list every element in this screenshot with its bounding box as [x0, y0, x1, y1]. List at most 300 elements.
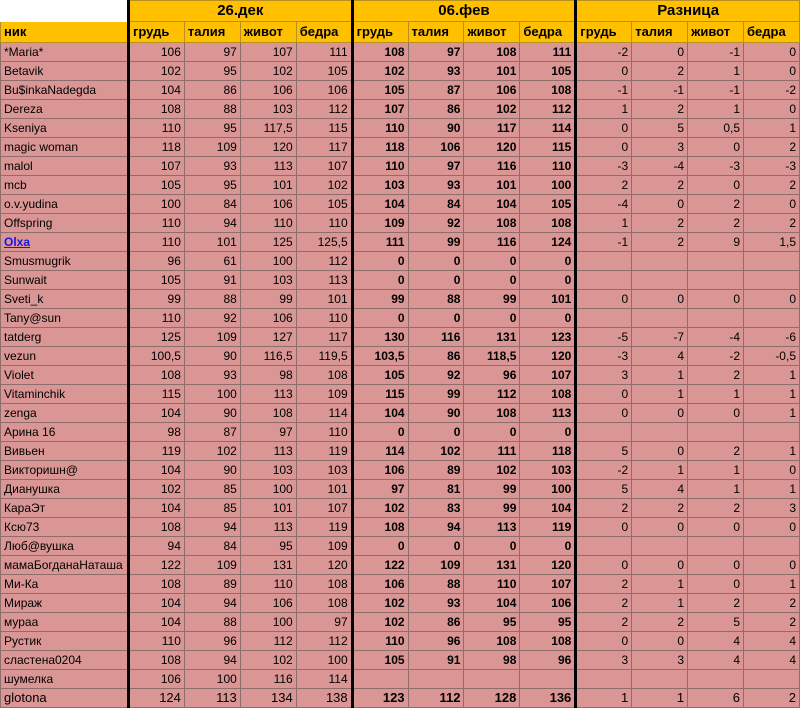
feb-value-cell[interactable]: 0 [520, 309, 576, 328]
diff-value-cell[interactable]: 2 [744, 214, 800, 233]
nick-cell[interactable]: zenga [1, 404, 129, 423]
diff-value-cell[interactable] [632, 537, 688, 556]
feb-value-cell[interactable]: 112 [520, 100, 576, 119]
diff-value-cell[interactable]: 2 [744, 138, 800, 157]
feb-value-cell[interactable]: 105 [520, 195, 576, 214]
nick-cell[interactable]: мураа [1, 613, 129, 632]
nick-cell[interactable]: o.v.yudina [1, 195, 129, 214]
nick-cell[interactable]: Арина 16 [1, 423, 129, 442]
diff-value-cell[interactable]: 0 [688, 176, 744, 195]
diff-value-cell[interactable]: 1 [688, 480, 744, 499]
dec-value-cell[interactable]: 102 [128, 480, 184, 499]
dec-value-cell[interactable]: 106 [296, 81, 352, 100]
feb-value-cell[interactable]: 106 [408, 138, 464, 157]
diff-value-cell[interactable]: 2 [688, 195, 744, 214]
feb-value-cell[interactable]: 107 [520, 575, 576, 594]
nick-cell[interactable]: Smusmugrik [1, 252, 129, 271]
feb-value-cell[interactable]: 109 [408, 556, 464, 575]
diff-value-cell[interactable]: 1 [744, 404, 800, 423]
diff-value-cell[interactable]: 2 [688, 594, 744, 613]
diff-value-cell[interactable]: -1 [688, 81, 744, 100]
diff-value-cell[interactable]: 0 [744, 290, 800, 309]
dec-value-cell[interactable]: 106 [128, 670, 184, 689]
feb-value-cell[interactable]: 99 [464, 480, 520, 499]
dec-value-cell[interactable]: 115 [296, 119, 352, 138]
diff-value-cell[interactable]: 1 [744, 366, 800, 385]
feb-value-cell[interactable] [520, 670, 576, 689]
dec-value-cell[interactable]: 94 [128, 537, 184, 556]
diff-value-cell[interactable]: 0 [576, 632, 632, 651]
nick-cell[interactable]: Kseniya [1, 119, 129, 138]
diff-value-cell[interactable]: 0 [744, 195, 800, 214]
dec-value-cell[interactable]: 106 [240, 594, 296, 613]
feb-value-cell[interactable]: 114 [520, 119, 576, 138]
diff-value-cell[interactable] [688, 670, 744, 689]
feb-value-cell[interactable]: 117 [464, 119, 520, 138]
dec-value-cell[interactable]: 108 [128, 651, 184, 670]
diff-value-cell[interactable]: 1 [744, 385, 800, 404]
dec-value-cell[interactable]: 109 [184, 138, 240, 157]
diff-value-cell[interactable] [688, 271, 744, 290]
feb-value-cell[interactable]: 108 [520, 632, 576, 651]
diff-value-cell[interactable] [632, 271, 688, 290]
feb-value-cell[interactable]: 0 [352, 423, 408, 442]
feb-value-cell[interactable]: 105 [352, 651, 408, 670]
dec-value-cell[interactable]: 92 [184, 309, 240, 328]
diff-value-cell[interactable] [744, 670, 800, 689]
feb-value-cell[interactable]: 99 [352, 290, 408, 309]
feb-value-cell[interactable]: 97 [408, 43, 464, 62]
diff-value-cell[interactable]: 2 [744, 594, 800, 613]
diff-value-cell[interactable]: -4 [688, 328, 744, 347]
diff-value-cell[interactable]: 5 [688, 613, 744, 632]
dec-value-cell[interactable]: 103 [240, 100, 296, 119]
feb-value-cell[interactable]: 90 [408, 119, 464, 138]
dec-value-cell[interactable]: 107 [296, 499, 352, 518]
feb-value-cell[interactable]: 97 [352, 480, 408, 499]
feb-value-cell[interactable]: 0 [464, 252, 520, 271]
dec-value-cell[interactable]: 88 [184, 613, 240, 632]
dec-value-cell[interactable]: 110 [240, 214, 296, 233]
dec-value-cell[interactable]: 104 [128, 594, 184, 613]
feb-value-cell[interactable]: 0 [352, 271, 408, 290]
nick-cell[interactable]: Ми-Ка [1, 575, 129, 594]
dec-value-cell[interactable]: 87 [184, 423, 240, 442]
dec-value-cell[interactable]: 101 [240, 176, 296, 195]
feb-value-cell[interactable]: 103 [352, 176, 408, 195]
nick-cell[interactable]: Betavik [1, 62, 129, 81]
dec-value-cell[interactable]: 95 [240, 537, 296, 556]
dec-value-cell[interactable]: 90 [184, 347, 240, 366]
dec-value-cell[interactable]: 107 [240, 43, 296, 62]
dec-value-cell[interactable]: 105 [296, 62, 352, 81]
diff-value-cell[interactable]: 2 [632, 214, 688, 233]
diff-value-cell[interactable]: 2 [632, 233, 688, 252]
dec-value-cell[interactable]: 104 [128, 499, 184, 518]
feb-value-cell[interactable]: 97 [408, 157, 464, 176]
dec-value-cell[interactable]: 108 [296, 575, 352, 594]
diff-value-cell[interactable]: 5 [576, 480, 632, 499]
nick-cell[interactable]: мамаБогданаНаташа [1, 556, 129, 575]
dec-value-cell[interactable]: 107 [296, 157, 352, 176]
diff-value-cell[interactable]: 2 [744, 613, 800, 632]
diff-value-cell[interactable]: 0 [632, 556, 688, 575]
feb-value-cell[interactable]: 107 [352, 100, 408, 119]
feb-value-cell[interactable]: 112 [464, 385, 520, 404]
feb-value-cell[interactable]: 108 [464, 404, 520, 423]
feb-value-cell[interactable]: 87 [408, 81, 464, 100]
feb-value-cell[interactable]: 96 [464, 366, 520, 385]
nick-cell[interactable]: Tany@sun [1, 309, 129, 328]
nick-cell[interactable]: magic woman [1, 138, 129, 157]
feb-value-cell[interactable]: 0 [352, 309, 408, 328]
feb-value-cell[interactable]: 122 [352, 556, 408, 575]
nick-cell[interactable]: Sveti_k [1, 290, 129, 309]
diff-value-cell[interactable]: 0 [688, 290, 744, 309]
dec-value-cell[interactable]: 112 [296, 632, 352, 651]
diff-value-cell[interactable]: 3 [576, 651, 632, 670]
feb-value-cell[interactable]: 84 [408, 195, 464, 214]
dec-value-cell[interactable]: 102 [184, 442, 240, 461]
dec-value-cell[interactable]: 108 [128, 518, 184, 537]
nick-cell[interactable]: Dereza [1, 100, 129, 119]
feb-value-cell[interactable] [352, 670, 408, 689]
column-header-hips[interactable]: бедра [744, 22, 800, 43]
dec-value-cell[interactable]: 112 [296, 100, 352, 119]
column-header-hips[interactable]: бедра [520, 22, 576, 43]
feb-value-cell[interactable]: 114 [352, 442, 408, 461]
dec-value-cell[interactable]: 108 [128, 100, 184, 119]
group-header-feb[interactable]: 06.фев [352, 1, 576, 22]
feb-value-cell[interactable]: 90 [408, 404, 464, 423]
diff-value-cell[interactable]: -3 [688, 157, 744, 176]
feb-value-cell[interactable]: 116 [464, 233, 520, 252]
dec-value-cell[interactable]: 125 [240, 233, 296, 252]
dec-value-cell[interactable]: 113 [240, 442, 296, 461]
feb-value-cell[interactable]: 0 [520, 423, 576, 442]
diff-value-cell[interactable]: 2 [632, 62, 688, 81]
feb-value-cell[interactable]: 130 [352, 328, 408, 347]
dec-value-cell[interactable]: 112 [240, 632, 296, 651]
diff-value-cell[interactable]: 9 [688, 233, 744, 252]
feb-value-cell[interactable]: 111 [520, 43, 576, 62]
column-header-belly[interactable]: живот [688, 22, 744, 43]
diff-value-cell[interactable] [632, 423, 688, 442]
feb-value-cell[interactable]: 102 [352, 594, 408, 613]
diff-value-cell[interactable] [744, 309, 800, 328]
nick-cell[interactable]: mcb [1, 176, 129, 195]
feb-value-cell[interactable]: 102 [352, 499, 408, 518]
feb-value-cell[interactable]: 99 [408, 385, 464, 404]
diff-value-cell[interactable]: 0 [632, 518, 688, 537]
feb-value-cell[interactable]: 115 [520, 138, 576, 157]
diff-value-cell[interactable]: 1 [632, 575, 688, 594]
dec-value-cell[interactable]: 125 [128, 328, 184, 347]
dec-value-cell[interactable]: 100 [240, 613, 296, 632]
feb-value-cell[interactable]: 0 [520, 252, 576, 271]
dec-value-cell[interactable]: 95 [184, 119, 240, 138]
dec-value-cell[interactable]: 98 [128, 423, 184, 442]
nick-cell[interactable]: Offspring [1, 214, 129, 233]
dec-value-cell[interactable]: 94 [184, 214, 240, 233]
column-header-belly[interactable]: живот [240, 22, 296, 43]
dec-value-cell[interactable]: 110 [240, 575, 296, 594]
feb-value-cell[interactable]: 88 [408, 575, 464, 594]
dec-value-cell[interactable]: 94 [184, 594, 240, 613]
dec-value-cell[interactable]: 98 [240, 366, 296, 385]
feb-value-cell[interactable]: 116 [464, 157, 520, 176]
feb-value-cell[interactable]: 101 [520, 290, 576, 309]
dec-value-cell[interactable]: 105 [128, 176, 184, 195]
dec-value-cell[interactable]: 118 [128, 138, 184, 157]
diff-value-cell[interactable]: 0 [688, 575, 744, 594]
diff-value-cell[interactable] [688, 423, 744, 442]
diff-value-cell[interactable]: -3 [576, 157, 632, 176]
feb-value-cell[interactable] [464, 670, 520, 689]
dec-value-cell[interactable]: 95 [184, 62, 240, 81]
nick-link-cell[interactable]: Olxa [1, 233, 129, 252]
diff-value-cell[interactable]: 0 [632, 195, 688, 214]
diff-value-cell[interactable]: 1 [632, 366, 688, 385]
dec-value-cell[interactable]: 85 [184, 480, 240, 499]
diff-value-cell[interactable]: 2 [688, 214, 744, 233]
diff-value-cell[interactable]: 4 [688, 632, 744, 651]
dec-value-cell[interactable]: 100 [128, 195, 184, 214]
feb-value-cell[interactable]: 101 [464, 176, 520, 195]
feb-value-cell[interactable]: 105 [352, 366, 408, 385]
dec-value-cell[interactable]: 104 [128, 461, 184, 480]
feb-value-cell[interactable]: 104 [520, 499, 576, 518]
dec-value-cell[interactable]: 117 [296, 328, 352, 347]
feb-value-cell[interactable] [408, 670, 464, 689]
dec-value-cell[interactable]: 104 [128, 613, 184, 632]
dec-value-cell[interactable]: 111 [296, 43, 352, 62]
nick-cell[interactable]: КараЭт [1, 499, 129, 518]
dec-value-cell[interactable]: 102 [296, 176, 352, 195]
feb-value-cell[interactable]: 0 [408, 537, 464, 556]
dec-value-cell[interactable]: 88 [184, 100, 240, 119]
dec-value-cell[interactable]: 109 [184, 556, 240, 575]
diff-value-cell[interactable]: -2 [576, 43, 632, 62]
diff-value-cell[interactable]: -7 [632, 328, 688, 347]
diff-value-cell[interactable]: 0 [744, 556, 800, 575]
dec-value-cell[interactable]: 110 [296, 309, 352, 328]
feb-value-cell[interactable]: 0 [464, 271, 520, 290]
dec-value-cell[interactable]: 108 [240, 404, 296, 423]
feb-value-cell[interactable]: 83 [408, 499, 464, 518]
dec-value-cell[interactable]: 93 [184, 366, 240, 385]
dec-value-cell[interactable]: 110 [128, 309, 184, 328]
dec-value-cell[interactable]: 97 [184, 43, 240, 62]
feb-value-cell[interactable]: 128 [464, 689, 520, 708]
diff-value-cell[interactable]: 2 [688, 442, 744, 461]
diff-value-cell[interactable]: 1 [632, 594, 688, 613]
dec-value-cell[interactable]: 127 [240, 328, 296, 347]
diff-value-cell[interactable]: 1 [688, 62, 744, 81]
dec-value-cell[interactable]: 100,5 [128, 347, 184, 366]
dec-value-cell[interactable]: 89 [184, 575, 240, 594]
feb-value-cell[interactable]: 92 [408, 366, 464, 385]
diff-value-cell[interactable]: 2 [688, 499, 744, 518]
feb-value-cell[interactable]: 124 [520, 233, 576, 252]
feb-value-cell[interactable]: 0 [464, 537, 520, 556]
feb-value-cell[interactable]: 92 [408, 214, 464, 233]
dec-value-cell[interactable]: 110 [128, 214, 184, 233]
diff-value-cell[interactable]: 0 [688, 556, 744, 575]
diff-value-cell[interactable]: 0 [632, 632, 688, 651]
dec-value-cell[interactable]: 110 [128, 119, 184, 138]
diff-value-cell[interactable]: 0 [688, 138, 744, 157]
feb-value-cell[interactable]: 103,5 [352, 347, 408, 366]
dec-value-cell[interactable]: 103 [296, 461, 352, 480]
diff-value-cell[interactable] [632, 670, 688, 689]
feb-value-cell[interactable]: 110 [352, 632, 408, 651]
diff-value-cell[interactable]: -4 [632, 157, 688, 176]
diff-value-cell[interactable]: 4 [744, 632, 800, 651]
dec-value-cell[interactable]: 110 [128, 233, 184, 252]
diff-value-cell[interactable]: 1 [632, 461, 688, 480]
diff-value-cell[interactable] [744, 423, 800, 442]
dec-value-cell[interactable]: 113 [184, 689, 240, 708]
diff-value-cell[interactable]: 1 [744, 480, 800, 499]
feb-value-cell[interactable]: 105 [520, 62, 576, 81]
diff-value-cell[interactable]: 0 [576, 290, 632, 309]
dec-value-cell[interactable]: 97 [296, 613, 352, 632]
diff-value-cell[interactable]: 0 [744, 518, 800, 537]
feb-value-cell[interactable]: 103 [520, 461, 576, 480]
feb-value-cell[interactable]: 102 [352, 613, 408, 632]
diff-value-cell[interactable]: 1 [688, 461, 744, 480]
diff-value-cell[interactable] [744, 271, 800, 290]
dec-value-cell[interactable]: 114 [296, 670, 352, 689]
nick-cell[interactable]: Вивьен [1, 442, 129, 461]
nick-cell[interactable]: vezun [1, 347, 129, 366]
feb-value-cell[interactable]: 95 [520, 613, 576, 632]
feb-value-cell[interactable]: 110 [464, 575, 520, 594]
dec-value-cell[interactable]: 110 [128, 632, 184, 651]
feb-value-cell[interactable]: 86 [408, 100, 464, 119]
diff-value-cell[interactable] [576, 670, 632, 689]
feb-value-cell[interactable]: 131 [464, 556, 520, 575]
diff-value-cell[interactable]: 1 [744, 119, 800, 138]
nick-cell[interactable]: tatderg [1, 328, 129, 347]
diff-value-cell[interactable]: 0 [744, 43, 800, 62]
feb-value-cell[interactable]: 106 [352, 575, 408, 594]
diff-value-cell[interactable] [744, 252, 800, 271]
dec-value-cell[interactable]: 120 [296, 556, 352, 575]
diff-value-cell[interactable]: 4 [744, 651, 800, 670]
dec-value-cell[interactable]: 99 [128, 290, 184, 309]
feb-value-cell[interactable]: 102 [352, 62, 408, 81]
feb-value-cell[interactable]: 110 [520, 157, 576, 176]
feb-value-cell[interactable]: 108 [520, 385, 576, 404]
dec-value-cell[interactable]: 88 [184, 290, 240, 309]
feb-value-cell[interactable]: 93 [408, 62, 464, 81]
dec-value-cell[interactable]: 100 [240, 480, 296, 499]
feb-value-cell[interactable]: 0 [520, 537, 576, 556]
dec-value-cell[interactable]: 107 [128, 157, 184, 176]
feb-value-cell[interactable]: 120 [520, 556, 576, 575]
diff-value-cell[interactable] [744, 537, 800, 556]
dec-value-cell[interactable]: 108 [296, 366, 352, 385]
feb-value-cell[interactable]: 102 [464, 461, 520, 480]
diff-value-cell[interactable]: 2 [632, 176, 688, 195]
feb-value-cell[interactable]: 101 [464, 62, 520, 81]
diff-value-cell[interactable]: -2 [688, 347, 744, 366]
feb-value-cell[interactable]: 116 [408, 328, 464, 347]
diff-value-cell[interactable] [576, 252, 632, 271]
dec-value-cell[interactable]: 116 [240, 670, 296, 689]
diff-value-cell[interactable]: 1 [744, 575, 800, 594]
diff-value-cell[interactable]: 1 [632, 689, 688, 708]
diff-value-cell[interactable]: 0 [688, 404, 744, 423]
feb-value-cell[interactable]: 110 [352, 119, 408, 138]
nick-cell[interactable]: Sunwait [1, 271, 129, 290]
dec-value-cell[interactable]: 103 [240, 461, 296, 480]
dec-value-cell[interactable]: 117,5 [240, 119, 296, 138]
dec-value-cell[interactable]: 110 [296, 423, 352, 442]
feb-value-cell[interactable]: 110 [352, 157, 408, 176]
column-header-chest[interactable]: грудь [352, 22, 408, 43]
diff-value-cell[interactable]: 0 [576, 119, 632, 138]
feb-value-cell[interactable]: 118,5 [464, 347, 520, 366]
diff-value-cell[interactable]: -4 [576, 195, 632, 214]
diff-value-cell[interactable]: 2 [576, 176, 632, 195]
diff-value-cell[interactable] [576, 309, 632, 328]
dec-value-cell[interactable]: 138 [296, 689, 352, 708]
feb-value-cell[interactable]: 81 [408, 480, 464, 499]
dec-value-cell[interactable]: 124 [128, 689, 184, 708]
feb-value-cell[interactable]: 0 [352, 252, 408, 271]
feb-value-cell[interactable]: 111 [464, 442, 520, 461]
diff-value-cell[interactable]: 0 [632, 43, 688, 62]
dec-value-cell[interactable]: 113 [240, 518, 296, 537]
dec-value-cell[interactable]: 109 [296, 385, 352, 404]
feb-value-cell[interactable]: 0 [408, 252, 464, 271]
diff-value-cell[interactable]: 0 [576, 404, 632, 423]
feb-value-cell[interactable]: 108 [464, 214, 520, 233]
dec-value-cell[interactable]: 134 [240, 689, 296, 708]
diff-value-cell[interactable] [688, 309, 744, 328]
dec-value-cell[interactable]: 95 [184, 176, 240, 195]
feb-value-cell[interactable]: 108 [520, 81, 576, 100]
feb-value-cell[interactable]: 95 [464, 613, 520, 632]
dec-value-cell[interactable]: 96 [184, 632, 240, 651]
column-header-nick[interactable]: ник [1, 22, 129, 43]
feb-value-cell[interactable]: 106 [464, 81, 520, 100]
diff-value-cell[interactable]: 1 [576, 100, 632, 119]
feb-value-cell[interactable]: 0 [408, 309, 464, 328]
dec-value-cell[interactable]: 117 [296, 138, 352, 157]
diff-value-cell[interactable]: 2 [744, 176, 800, 195]
dec-value-cell[interactable]: 119 [128, 442, 184, 461]
feb-value-cell[interactable]: 108 [464, 632, 520, 651]
diff-value-cell[interactable]: 6 [688, 689, 744, 708]
dec-value-cell[interactable]: 90 [184, 404, 240, 423]
feb-value-cell[interactable]: 86 [408, 347, 464, 366]
feb-value-cell[interactable]: 91 [408, 651, 464, 670]
feb-value-cell[interactable]: 106 [352, 461, 408, 480]
nick-cell[interactable]: Мираж [1, 594, 129, 613]
group-header-dec[interactable]: 26.дек [128, 1, 352, 22]
feb-value-cell[interactable]: 104 [464, 195, 520, 214]
diff-value-cell[interactable]: 0 [744, 100, 800, 119]
feb-value-cell[interactable]: 96 [520, 651, 576, 670]
diff-value-cell[interactable]: -1 [576, 81, 632, 100]
nick-cell[interactable]: Violet [1, 366, 129, 385]
dec-value-cell[interactable]: 100 [184, 670, 240, 689]
column-header-waist[interactable]: талия [184, 22, 240, 43]
